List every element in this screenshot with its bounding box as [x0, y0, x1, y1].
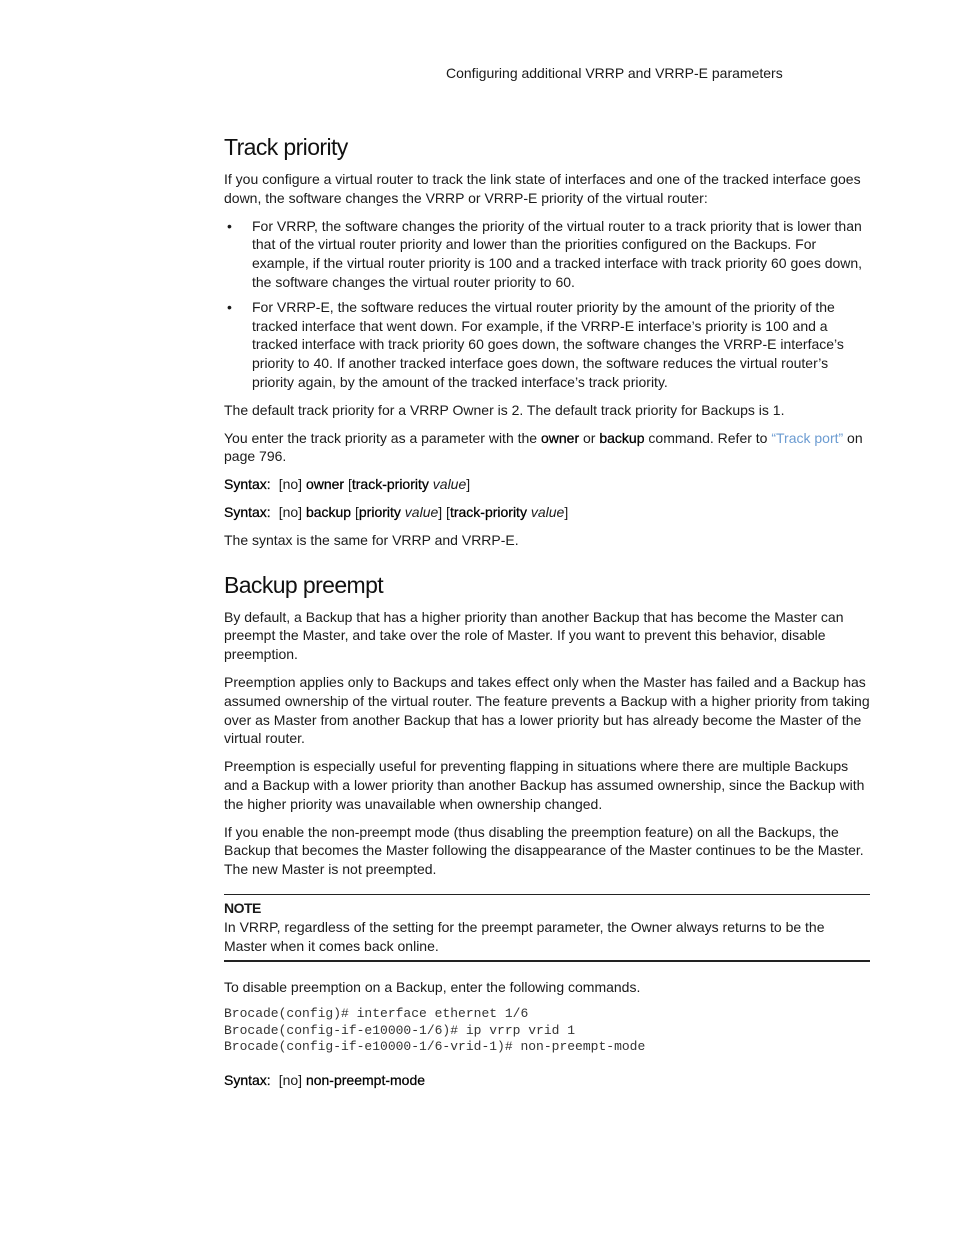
text-run: ] [	[438, 503, 450, 520]
enter-track-priority-text	[224, 429, 870, 467]
bullet-item-vrrp-e	[224, 298, 870, 392]
code-line: Brocade(config-if-e10000-1/6-vrid-1)# non-preempt-mode	[224, 1039, 646, 1055]
syntax-keyword: backup	[305, 503, 352, 520]
syntax-keyword: non-preempt-mode	[305, 1071, 426, 1088]
syntax-label: Syntax:	[224, 1071, 271, 1088]
track-port-link[interactable]: “Track port”	[771, 429, 844, 446]
track-priority-intro: If you configure a virtual router to track the link state of interfaces and one of the tracked interface goes down, the software changes the VRRP or VRRP-E priority of the virtual router:	[224, 171, 861, 206]
syntax-keyword: priority	[358, 503, 401, 520]
syntax-backup	[224, 503, 870, 522]
bullet-item-vrrp	[224, 217, 870, 292]
backup-preempt-paragraph: If you enable the non-preempt mode (thus disabling the preemption feature) on all the Backups, the Backup that becomes the Master following the disappearance of the Master continues to be the Master. The new Master is not preempted.	[224, 823, 864, 878]
syntax-label: Syntax:	[224, 476, 271, 493]
text-run: ]	[564, 503, 569, 520]
syntax-variable: value	[432, 476, 467, 493]
syntax-variable: value	[530, 503, 565, 520]
code-block	[224, 1006, 870, 1056]
keyword-owner: owner	[540, 429, 580, 446]
text-run: [no]	[278, 1071, 306, 1088]
default-track-priority-text: The default track priority for a VRRP Owner is 2. The default track priority for Backups is 1.	[224, 401, 785, 418]
code-line: Brocade(config-if-e10000-1/6)# ip vrrp vrid 1	[224, 1022, 576, 1038]
code-line: Brocade(config)# interface ethernet 1/6	[224, 1006, 529, 1022]
syntax-variable: value	[404, 503, 439, 520]
syntax-keyword: track-priority	[449, 503, 527, 520]
section-heading-track-priority: Track priority	[224, 134, 348, 160]
bullet-dot-icon: •	[227, 217, 232, 234]
text-run: [	[351, 503, 359, 520]
backup-preempt-paragraph: By default, a Backup that has a higher priority than another Backup that has become the Master can preempt the Master, and take over the role of Master. If you want to prevent this behavior, disable preemption.	[224, 608, 844, 663]
note-label: NOTE	[224, 899, 261, 916]
section-heading-backup-preempt: Backup preempt	[224, 571, 384, 598]
syntax-label: Syntax:	[224, 503, 271, 520]
syntax-same-text: The syntax is the same for VRRP and VRRP-E.	[224, 531, 519, 548]
bullet-text-vrrp-e: For VRRP-E, the software reduces the virtual router priority by the amount of the priority of the tracked interface that went down. For example, if the VRRP-E interface’s priority is 100 and a tracked interface with track priority 60 goes down, the software changes the VRRP-E interface’s priority to 40. If another tracked interface goes down, the software reduces the virtual router’s priority again, by the amount of the tracked interface’s track priority.	[252, 298, 844, 390]
keyword-backup: backup	[599, 429, 645, 446]
backup-preempt-paragraph: Preemption is especially useful for preventing flapping in situations where there are multiple Backups and a Backup with a lower priority than another Backup has assumed ownership, since the Backup with the higher priority was unavailable when ownership changed.	[224, 758, 865, 812]
backup-preempt-paragraph: Preemption applies only to Backups and takes effect only when the Master has failed and a Backup has assumed ownership of the virtual router. The feature prevents a Backup with a higher priority from taking over as Master from another Backup that has a lower priority but has already become the Master of the virtual router.	[224, 673, 870, 747]
track-priority-bullet-list	[224, 217, 870, 392]
bullet-text-vrrp: For VRRP, the software changes the priority of the virtual router to a track priority that is lower than that of the virtual router priority and lower than the priorities configured on the Backups. For example, if the virtual router priority is 100 and a tracked interface with track priority 60 goes down, the software changes the virtual router priority to 60.	[252, 217, 863, 290]
text-run: [no]	[278, 476, 306, 493]
text-run: on page 796.	[224, 429, 863, 465]
syntax-non-preempt-mode	[224, 1071, 870, 1090]
syntax-keyword: owner	[305, 476, 345, 493]
text-run: [	[344, 476, 352, 493]
bullet-dot-icon: •	[227, 298, 232, 315]
text-run: command. Refer to	[644, 429, 772, 446]
page-content	[224, 128, 870, 1089]
disable-preemption-text: To disable preemption on a Backup, enter the following commands.	[224, 979, 641, 996]
text-run: [no]	[278, 503, 306, 520]
running-header: Configuring additional VRRP and VRRP-E parameters	[446, 65, 783, 81]
syntax-keyword: track-priority	[351, 476, 429, 493]
note-text: In VRRP, regardless of the setting for the preempt parameter, the Owner always returns to be the Master when it comes back online.	[224, 918, 825, 954]
text-run: You enter the track priority as a parameter with the	[224, 429, 541, 446]
text-run: ]	[466, 476, 471, 493]
syntax-owner	[224, 475, 870, 494]
text-run: or	[579, 429, 600, 446]
note-box	[224, 894, 870, 962]
